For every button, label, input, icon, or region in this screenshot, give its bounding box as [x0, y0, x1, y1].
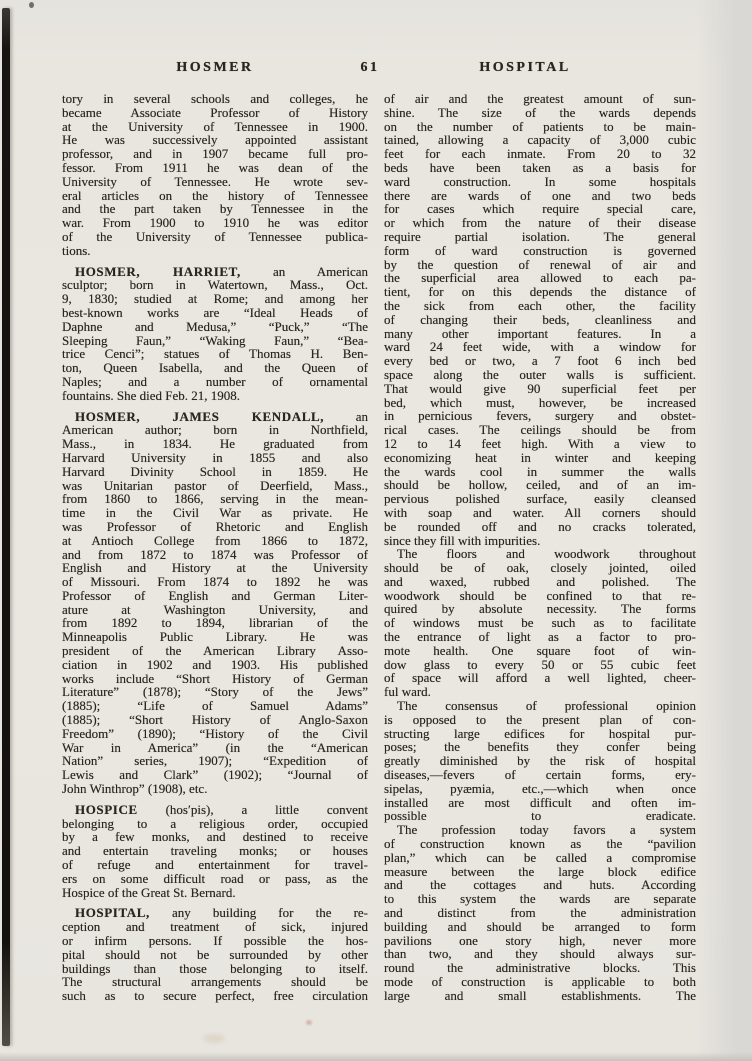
text-line: American author; born in Northfield, — [62, 422, 368, 438]
text-line: Minneapolis Public Library. He was — [62, 629, 368, 645]
text-line: at the University of Tennessee in 1900. — [62, 118, 368, 134]
entry-hosmer-continuation — [62, 92, 368, 258]
text-line: pervious polished surface, easily cleansed — [384, 491, 696, 507]
text-line: Sleeping Faun,” “Waking Faun,” “Bea- — [62, 332, 368, 348]
text-line: trice Cenci”; statues of Thomas H. Ben- — [62, 346, 368, 362]
text-line: University of Tennessee. He wrote sev- — [62, 173, 368, 189]
text-line: with soap and water. All corners should — [384, 504, 696, 520]
text-line: fountains. She died Feb. 21, 1908. — [62, 387, 241, 403]
text-line: He was successively appointed assistant — [62, 132, 368, 148]
text-line: ciation in 1902 and 1903. His published — [62, 656, 368, 672]
text-line: Professor of English and German Liter- — [62, 587, 368, 603]
text-line: shine. The size of the wards depends — [384, 104, 696, 120]
text-line: ward construction. In some hospitals — [384, 173, 696, 189]
text-line: HOSMER, JAMES KENDALL, an — [75, 408, 368, 424]
text-line: is opposed to the present plan of con- — [384, 711, 696, 727]
entry-headword: HOSMER, JAMES KENDALL, — [75, 408, 325, 424]
running-head — [0, 60, 752, 78]
page-number: 61 — [360, 60, 380, 75]
text-line: was Unitarian pastor of Deerfield, Mass., — [62, 477, 368, 493]
text-line: tory in several schools and colleges, he — [62, 91, 368, 106]
running-head-left-title: HOSMER — [176, 60, 254, 75]
text-line: ful ward. — [384, 684, 431, 700]
text-line: the wards cool in summer the walls — [384, 463, 696, 479]
text-line: ature at Washington University, and — [62, 601, 368, 617]
right-column — [384, 92, 696, 1003]
text-line: HOSPITAL, any building for the re- — [75, 905, 368, 921]
paper-stain — [203, 1034, 225, 1043]
running-head-right-title: HOSPITAL — [479, 60, 571, 75]
text-line: buildings than those belonging to itself. — [62, 960, 368, 976]
text-line: and waxed, rubbed and polished. The — [384, 573, 696, 589]
text-line: The structural arrangements should be — [62, 974, 368, 990]
text-line: dow glass to every 50 or 55 cubic feet — [384, 656, 696, 672]
entry-headword: HOSPITAL, — [75, 905, 150, 921]
text-line: by a few monks, and destined to receive — [62, 829, 368, 845]
text-line: building and should be arranged to form — [384, 918, 696, 934]
text-line: to this system the wards are separate — [384, 891, 696, 907]
text-line: or infirm persons. If possible the hos- — [62, 933, 368, 949]
text-line: time in the Civil War as private. He — [62, 505, 368, 521]
text-line: rical cases. The ceilings should be from — [384, 422, 696, 438]
text-line: Harvard Divinity School in 1859. He — [62, 463, 368, 479]
text-line: ward 24 feet wide, with a window for — [384, 339, 696, 355]
text-line: should be hollow, ceiled, and of an im- — [384, 477, 696, 493]
text-line: belonging to a religious order, occupied — [62, 815, 368, 831]
text-line: was Professor of Rhetoric and English — [62, 518, 368, 534]
paper-stain — [306, 1020, 312, 1025]
text-line: beds have been taken as a basis for — [384, 159, 696, 175]
text-line: of air and the greatest amount of sun- — [384, 91, 696, 106]
text-line: of changing their beds, cleanliness and — [384, 311, 696, 327]
text-line: tions. — [62, 242, 91, 258]
text-line: HOSMER, HARRIET, an American — [75, 263, 368, 279]
text-line: of the University of Tennessee publica- — [62, 228, 368, 244]
entry-hosmer-james-kendall — [62, 410, 368, 796]
text-line: 12 to 14 feet high. With a view to — [384, 435, 696, 451]
text-line: of space will afford a well lighted, cheer- — [384, 670, 696, 686]
text-line: or which from the nature of their disease — [384, 215, 696, 231]
text-line: (1885); “Life of Samuel Adams” — [62, 698, 368, 714]
text-line: since they fill with impurities. — [384, 532, 541, 548]
text-line: from 1892 to 1894, librarian of the — [62, 615, 368, 631]
text-line: tained, allowing a capacity of 3,000 cubic — [384, 132, 696, 148]
text-line: Literature” (1878); “Story of the Jews” — [62, 684, 368, 700]
text-line: be rounded off and no cracks tolerated, — [384, 518, 696, 534]
text-line: woodwork should be confined to that re- — [384, 587, 696, 603]
text-line: and entertain traveling monks; or houses — [62, 843, 368, 859]
text-line: structing large edifices for hospital pur- — [384, 725, 696, 741]
text-line: 9, 1830; studied at Rome; and among her — [62, 291, 368, 307]
text-line: tient, for on this depends the distance of — [384, 284, 696, 300]
text-line: pavilions one story high, never more — [384, 932, 696, 948]
text-line: than two, and they should always sur- — [384, 946, 696, 962]
text-line: (1885); “Short History of Anglo-Saxon — [62, 712, 368, 728]
text-line: ton, Queen Isabella, and the Queen of — [62, 360, 368, 376]
text-line: ception and treatment of sick, injured — [62, 919, 368, 935]
text-line: feet for each inmate. From 20 to 32 — [384, 146, 696, 162]
text-line: Nation” series, 1907); “Expedition of — [62, 753, 368, 769]
page-binding-edge — [2, 8, 10, 1046]
paragraph-floors-woodwork — [384, 547, 696, 699]
text-line: on the number of patients to be main- — [384, 118, 696, 134]
text-line: should be of oak, closely jointed, oiled — [384, 560, 696, 576]
text-line: at Antioch College from 1866 to 1872, — [62, 532, 368, 548]
text-line: greatly diminished by the risk of hospital — [384, 753, 696, 769]
text-line: of windows must be such as to facilitate — [384, 615, 696, 631]
text-line: professor, and in 1907 became full pro- — [62, 146, 368, 162]
paragraph-professional-opinion — [384, 699, 696, 823]
text-line: and the part taken by Tennessee in the — [62, 201, 368, 217]
text-line: That would give 90 superficial feet per — [384, 380, 696, 396]
text-line: many other important features. In a — [384, 325, 696, 341]
entry-hosmer-harriet — [62, 265, 368, 403]
text-line: and distinct from the administration — [384, 905, 696, 921]
text-line: of construction known as the “pavilion — [384, 836, 696, 852]
ink-speck — [29, 2, 34, 8]
text-line: The profession today favors a system — [397, 822, 696, 838]
text-line: War in America” (in the “American — [62, 739, 368, 755]
entry-headword: HOSMER, HARRIET, — [75, 263, 241, 279]
text-line: and from 1872 to 1874 was Professor of — [62, 546, 368, 562]
text-line: bed, which must, however, be increased — [384, 394, 696, 410]
text-line: in pernicious fevers, surgery and obstet- — [384, 408, 696, 424]
left-column — [62, 92, 368, 1003]
text-line: Lewis and Clark” (1902); “Journal of — [62, 767, 368, 783]
text-line: such as to secure perfect, free circulation — [62, 988, 368, 1004]
text-line: diseases,—fevers of certain forms, ery- — [384, 767, 696, 783]
text-line: by the question of renewal of air and — [384, 256, 696, 272]
text-line: best-known works are “Ideal Heads of — [62, 304, 368, 320]
text-line: HOSPICE (hos′pis), a little convent — [75, 801, 368, 817]
text-line: The floors and woodwork throughout — [397, 546, 696, 562]
text-line: became Associate Professor of History — [62, 104, 368, 120]
text-line: quired by absolute necessity. The forms — [384, 601, 696, 617]
text-line: round the administrative blocks. This — [384, 960, 696, 976]
text-line: sipelas, pyæmia, etc.,—which when once — [384, 780, 696, 796]
text-line: John Winthrop” (1908), etc. — [62, 781, 208, 797]
text-line: of Missouri. From 1874 to 1892 he was — [62, 574, 368, 590]
text-line: the superficial area allowed to each pa- — [384, 270, 696, 286]
text-line: Hospice of the Great St. Bernard. — [62, 884, 236, 900]
text-line: measure between the large block edifice — [384, 863, 696, 879]
text-line: space along the outer walls is sufficient. — [384, 366, 696, 382]
text-line: of refuge and entertainment for travel- — [62, 857, 368, 873]
text-line: Harvard University in 1855 and also — [62, 449, 368, 465]
text-line: there are wards of one and two beds — [384, 187, 696, 203]
text-line: Mass., in 1834. He graduated from — [62, 436, 368, 452]
text-line: require partial isolation. The general — [384, 228, 696, 244]
text-line: for cases which require special care, — [384, 201, 696, 217]
text-line: possible to eradicate. — [384, 808, 696, 824]
text-line: installed are most difficult and often im- — [384, 794, 696, 810]
text-line: poses; the benefits they confer being — [384, 739, 696, 755]
text-line: war. From 1900 to 1910 he was editor — [62, 215, 368, 231]
text-line: and the cottages and huts. According — [384, 877, 696, 893]
text-line: the entrance of light as a factor to pro- — [384, 629, 696, 645]
text-line: pital should not be surrounded by other — [62, 946, 368, 962]
text-line: mote health. One square foot of win- — [384, 642, 696, 658]
text-line: works include “Short History of German — [62, 670, 368, 686]
text-line: mode of construction is applicable to both — [384, 974, 696, 989]
entry-hospice — [62, 803, 368, 900]
text-line: economizing heat in winter and keeping — [384, 449, 696, 465]
text-line: plan,” which can be called a compromise — [384, 849, 696, 865]
text-line: large and small establishments. The — [384, 987, 696, 1003]
paragraph-pavilion-plan — [384, 823, 696, 1002]
text-line: English and History at the University — [62, 560, 368, 576]
text-line: Naples; and a number of ornamental — [62, 373, 368, 389]
entry-headword: HOSPICE — [75, 801, 138, 817]
text-line: form of ward construction is governed — [384, 242, 696, 258]
entry-hospital — [62, 906, 368, 1003]
page-bottom-edge — [0, 1052, 752, 1061]
text-line: fessor. From 1911 he was dean of the — [62, 159, 368, 175]
text-line: ers on some difficult road or pass, as the — [62, 870, 368, 886]
text-line: from 1860 to 1866, serving in the mean- — [62, 491, 368, 507]
page-right-edge — [696, 0, 752, 1061]
text-line: Daphne and Medusa,” “Puck,” “The — [62, 318, 368, 334]
text-line: The consensus of professional opinion — [397, 698, 696, 714]
text-line: the sick from each other, the facility — [384, 297, 696, 313]
entry-hospital-continuation — [384, 92, 696, 547]
text-line: eral articles on the history of Tennessee — [62, 187, 368, 203]
text-line: president of the American Library Asso- — [62, 643, 368, 659]
text-line: sculptor; born in Watertown, Mass., Oct. — [62, 277, 368, 293]
text-line: every bed or two, a 7 foot 6 inch bed — [384, 353, 696, 369]
text-line: Freedom” (1890); “History of the Civil — [62, 725, 368, 741]
